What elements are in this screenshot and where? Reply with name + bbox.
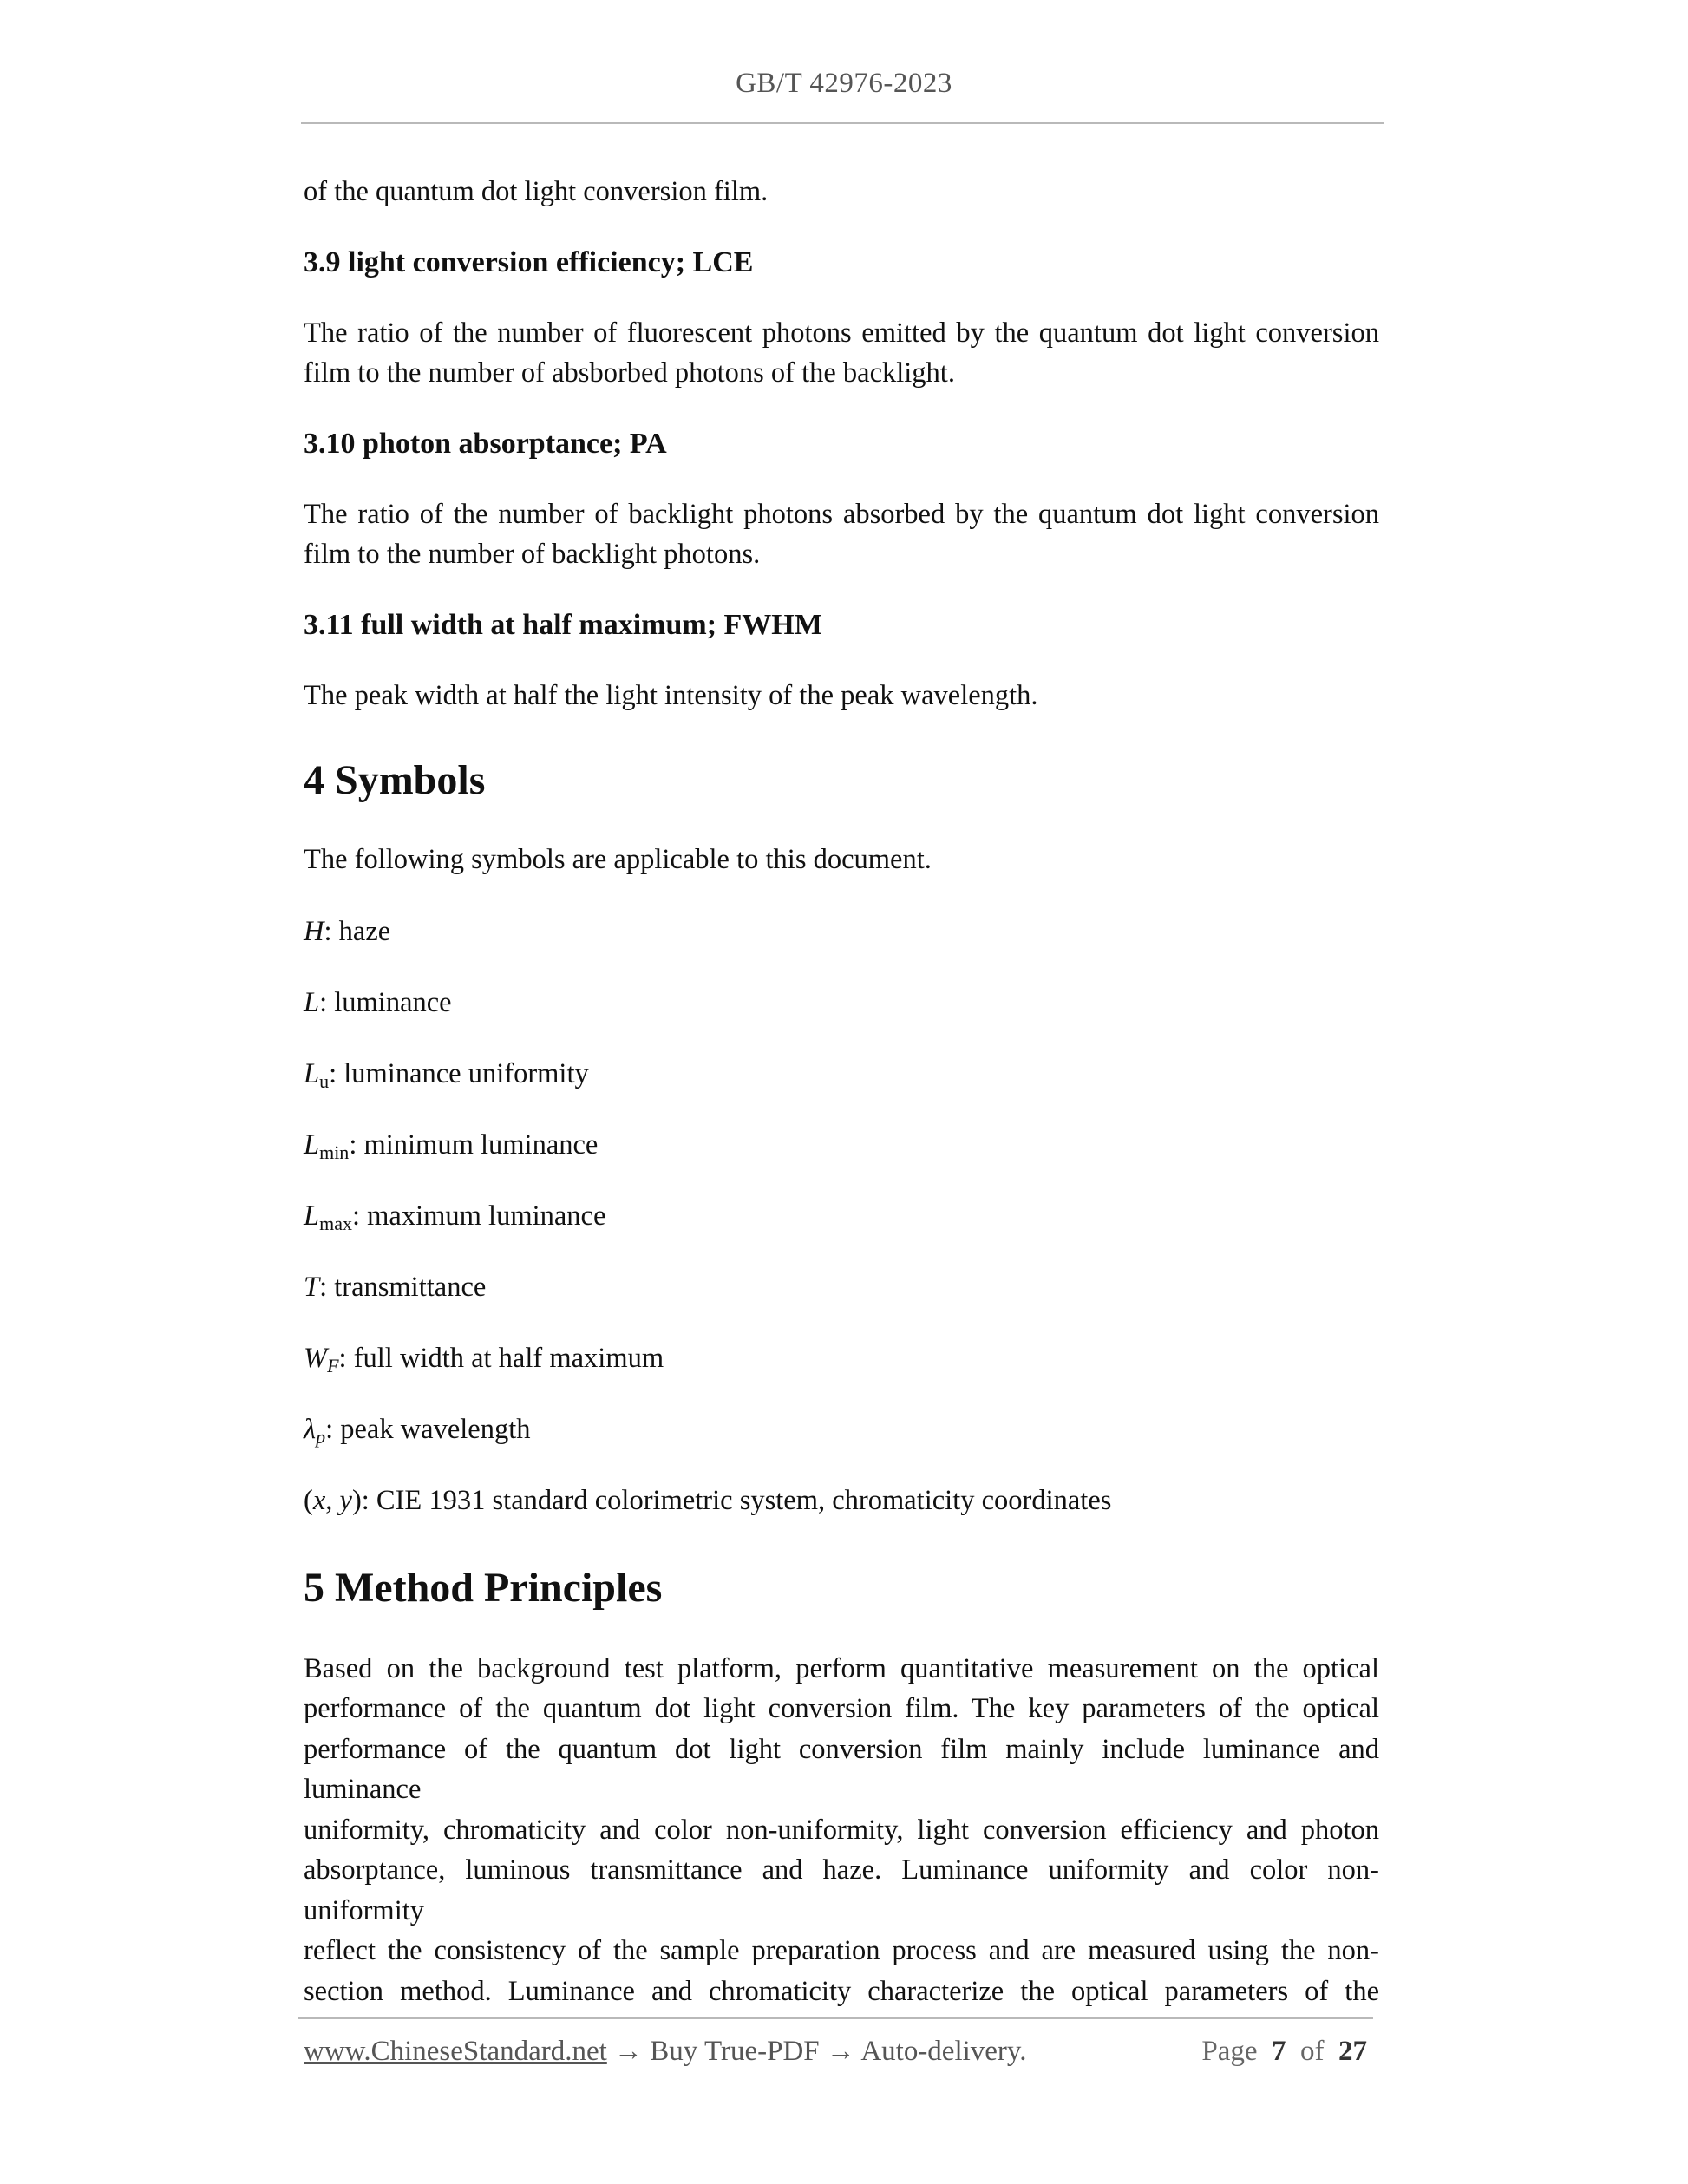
definition-line: The ratio of the number of fluorescent photons emitted by the quantum dot light conversion — [304, 317, 1379, 349]
definition-line: film to the number of backlight photons. — [304, 539, 761, 570]
page-content — [304, 172, 1379, 2011]
symbol-item — [304, 1409, 1379, 1449]
buy-pdf-text: Buy True-PDF — [650, 2036, 820, 2067]
symbol-subscript: u — [319, 1069, 330, 1092]
symbol-chromaticity: (x, y): CIE 1931 standard colorimetric system, chromaticity coordinates — [304, 1484, 1112, 1516]
symbol-description: : full width at half maximum — [338, 1342, 664, 1374]
symbol-item — [304, 1267, 1379, 1307]
symbol-x: x — [312, 1484, 326, 1516]
symbol-letter: L — [304, 1200, 320, 1232]
method-line: uniformity, chromaticity and color non-uniformity, light conversion efficiency and photon — [304, 1814, 1379, 1846]
symbol-letter: L — [304, 1128, 320, 1161]
symbols-list — [304, 912, 1379, 1449]
method-line: performance of the quantum dot light conversion film. The key parameters of the optical — [304, 1693, 1379, 1724]
term-3-9-definition — [304, 313, 1379, 394]
header-title: GB/T 42976-2023 — [736, 68, 952, 99]
term-3-11-definition: The peak width at half the light intensity of the peak wavelength. — [304, 679, 1038, 711]
symbol-description: : peak wavelength — [325, 1413, 531, 1445]
method-line: performance of the quantum dot light conversion film mainly include luminance and luminance — [304, 1733, 1379, 1805]
symbol-item — [304, 912, 1379, 951]
symbols-intro: The following symbols are applicable to this document. — [304, 844, 932, 875]
symbol-description: : luminance — [319, 986, 452, 1018]
term-3-11-heading: 3.11 full width at half maximum; FWHM — [304, 608, 822, 641]
symbol-y: y — [339, 1484, 352, 1516]
section-4-heading: 4 Symbols — [304, 757, 486, 803]
term-3-10-heading: 3.10 photon absorptance; PA — [304, 427, 667, 460]
symbol-letter: L — [304, 1057, 320, 1089]
total-pages: 27 — [1338, 2036, 1367, 2067]
symbol-description: : transmittance — [319, 1271, 487, 1303]
definition-line: film to the number of absborbed photons of the backlight. — [304, 357, 955, 389]
delivery-text: Auto-delivery. — [860, 2036, 1027, 2067]
symbol-letter: T — [304, 1271, 320, 1303]
term-3-9-heading: 3.9 light conversion efficiency; LCE — [304, 245, 754, 278]
footer-divider — [298, 2017, 1373, 2019]
symbol-item — [304, 1054, 1379, 1094]
method-line: Based on the background test platform, perform quantitative measurement on the optical — [304, 1652, 1379, 1684]
symbol-letter: λ — [304, 1413, 317, 1445]
symbol-subscript: F — [327, 1354, 339, 1376]
symbol-item — [304, 983, 1379, 1023]
symbol-letter: H — [304, 915, 324, 947]
symbol-subscript: min — [319, 1141, 350, 1163]
symbol-letter: L — [304, 986, 320, 1018]
page-number: Page 7 of 27 — [1201, 2036, 1367, 2067]
symbol-subscript: max — [319, 1212, 352, 1234]
symbol-description: ): CIE 1931 standard colorimetric system, chromaticity coordinates — [351, 1484, 1112, 1516]
symbol-description: : luminance uniformity — [329, 1057, 589, 1089]
symbol-item — [304, 1196, 1379, 1236]
definition-line: The ratio of the number of backlight photons absorbed by the quantum dot light conversion — [304, 498, 1379, 530]
method-line: section method. Luminance and chromaticity characterize the optical parameters of the — [304, 1975, 1379, 2007]
symbol-item — [304, 1125, 1379, 1165]
header-divider — [301, 122, 1384, 124]
method-paragraph — [304, 1649, 1379, 2012]
symbol-description: : haze — [324, 915, 391, 947]
method-line: reflect the consistency of the sample preparation process and are measured using the non- — [304, 1935, 1379, 1966]
symbol-subscript: p — [316, 1425, 326, 1448]
footer-left: www.ChineseStandard.net → Buy True-PDF → Auto-delivery. — [304, 2036, 1027, 2067]
symbol-letter: W — [304, 1342, 328, 1374]
website-link[interactable]: www.ChineseStandard.net — [304, 2036, 607, 2067]
section-5-heading: 5 Method Principles — [304, 1564, 663, 1611]
term-3-10-definition — [304, 494, 1379, 575]
current-page: 7 — [1272, 2036, 1286, 2067]
method-line: absorptance, luminous transmittance and haze. Luminance uniformity and color non-uniformity — [304, 1854, 1379, 1926]
symbol-description: : maximum luminance — [351, 1200, 606, 1232]
symbol-description: : minimum luminance — [349, 1128, 599, 1161]
paragraph-continuation: of the quantum dot light conversion film. — [304, 176, 769, 207]
symbol-item — [304, 1338, 1379, 1378]
